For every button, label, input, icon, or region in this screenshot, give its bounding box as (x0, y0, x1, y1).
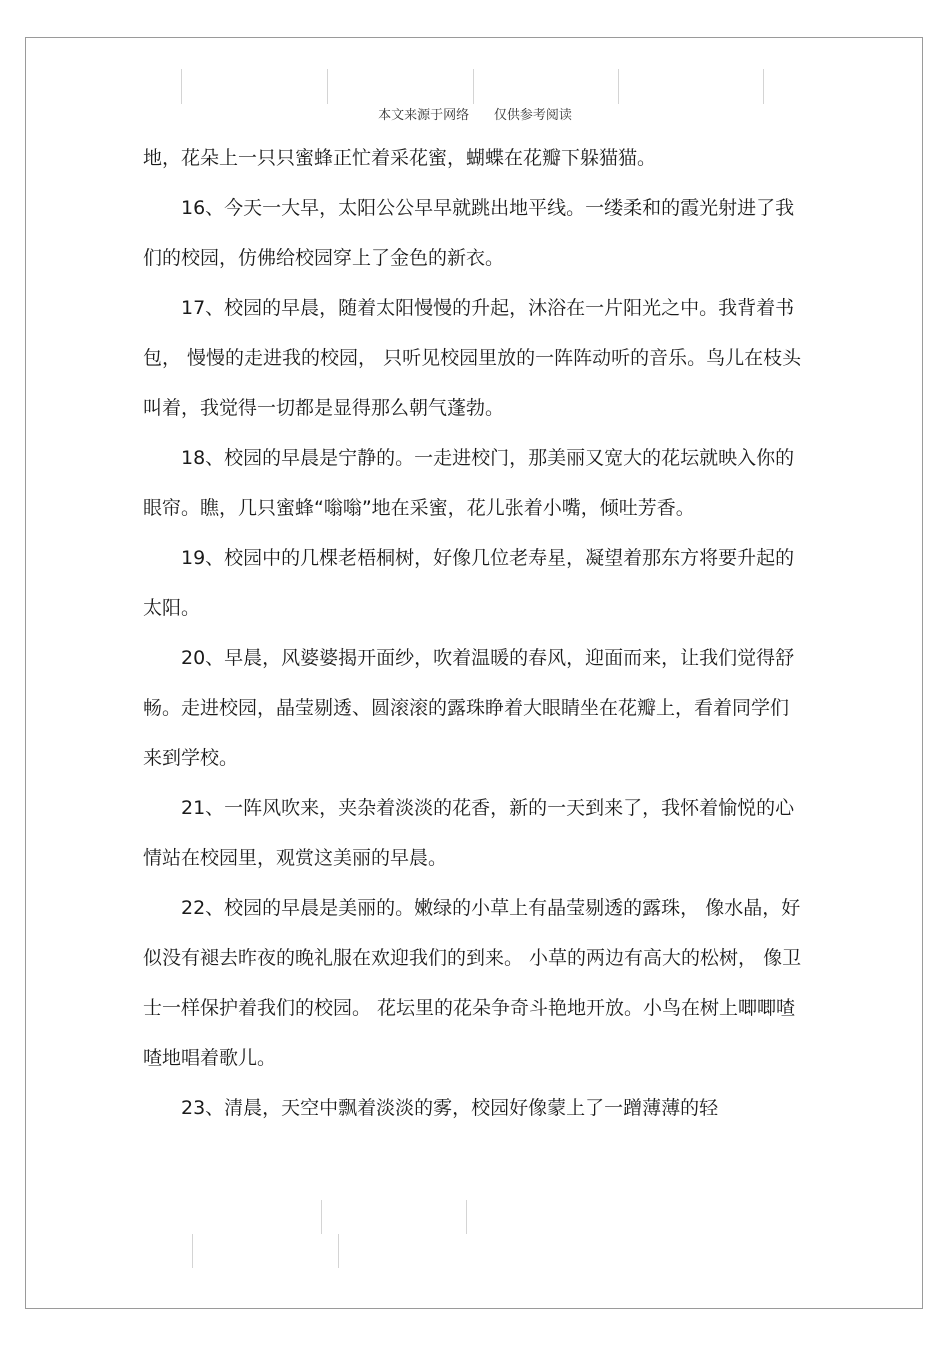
scan-tick-bottom-2 (466, 1200, 467, 1234)
scan-tick-top-3 (473, 69, 474, 104)
paragraph-18: 18、校园的早晨是宁静的。一走进校门，那美丽又宽大的花坛就映入你的眼帘。瞧，几只蜜蜂“嗡嗡”地在采蜜，花儿张着小嘴，倾吐芳香。 (143, 447, 795, 519)
paragraph-20: 20、早晨，风婆婆揭开面纱，吹着温暖的春风，迎面而来，让我们觉得舒畅。走进校园，晶莹剔透、圆滚滚的露珠睁着大眼睛坐在花瓣上，看着同学们来到学校。 (143, 647, 795, 769)
scan-tick-top-4 (618, 69, 619, 104)
scan-tick-bottom-4 (338, 1234, 339, 1268)
paragraph-continued: 地，花朵上一只只蜜蜂正忙着采花蜜，蝴蝶在花瓣下躲猫猫。 (143, 147, 657, 169)
paragraph-17: 17、校园的早晨，随着太阳慢慢的升起，沐浴在一片阳光之中。我背着书包， 慢慢的走进我的校园， 只听见校园里放的一阵阵动听的音乐。鸟儿在枝头叫着，我觉得一切都是显得那么朝气蓬勃。 (143, 297, 802, 419)
scan-tick-top-2 (327, 69, 328, 104)
scan-tick-bottom-3 (192, 1234, 193, 1268)
paragraph-16: 16、今天一大早，太阳公公早早就跳出地平线。一缕柔和的霞光射进了我们的校园，仿佛给校园穿上了金色的新衣。 (143, 197, 795, 269)
document-body (143, 133, 803, 1133)
paragraph-19: 19、校园中的几棵老梧桐树，好像几位老寿星，凝望着那东方将要升起的太阳。 (143, 547, 795, 619)
page-header (0, 104, 950, 123)
scan-tick-top-5 (763, 69, 764, 104)
scan-tick-bottom-1 (321, 1200, 322, 1234)
header-source-note: 本文来源于网络 (378, 108, 470, 123)
scan-tick-top-1 (181, 69, 182, 104)
paragraph-22: 22、校园的早晨是美丽的。嫩绿的小草上有晶莹剔透的露珠， 像水晶，好似没有褪去昨夜的晚礼服在欢迎我们的到来。 小草的两边有高大的松树， 像卫士一样保护着我们的校园。 花坛里的花朵争奇斗艳地开放。小鸟在树上唧唧喳喳地唱着歌儿。 (143, 897, 802, 1069)
paragraph-23: 23、清晨，天空中飘着淡淡的雾，校园好像蒙上了一蹭薄薄的轻 (181, 1097, 719, 1119)
paragraph-21: 21、一阵风吹来，夹杂着淡淡的花香，新的一天到来了，我怀着愉悦的心情站在校园里，观赏这美丽的早晨。 (143, 797, 795, 869)
header-reference-note: 仅供参考阅读 (493, 108, 572, 123)
